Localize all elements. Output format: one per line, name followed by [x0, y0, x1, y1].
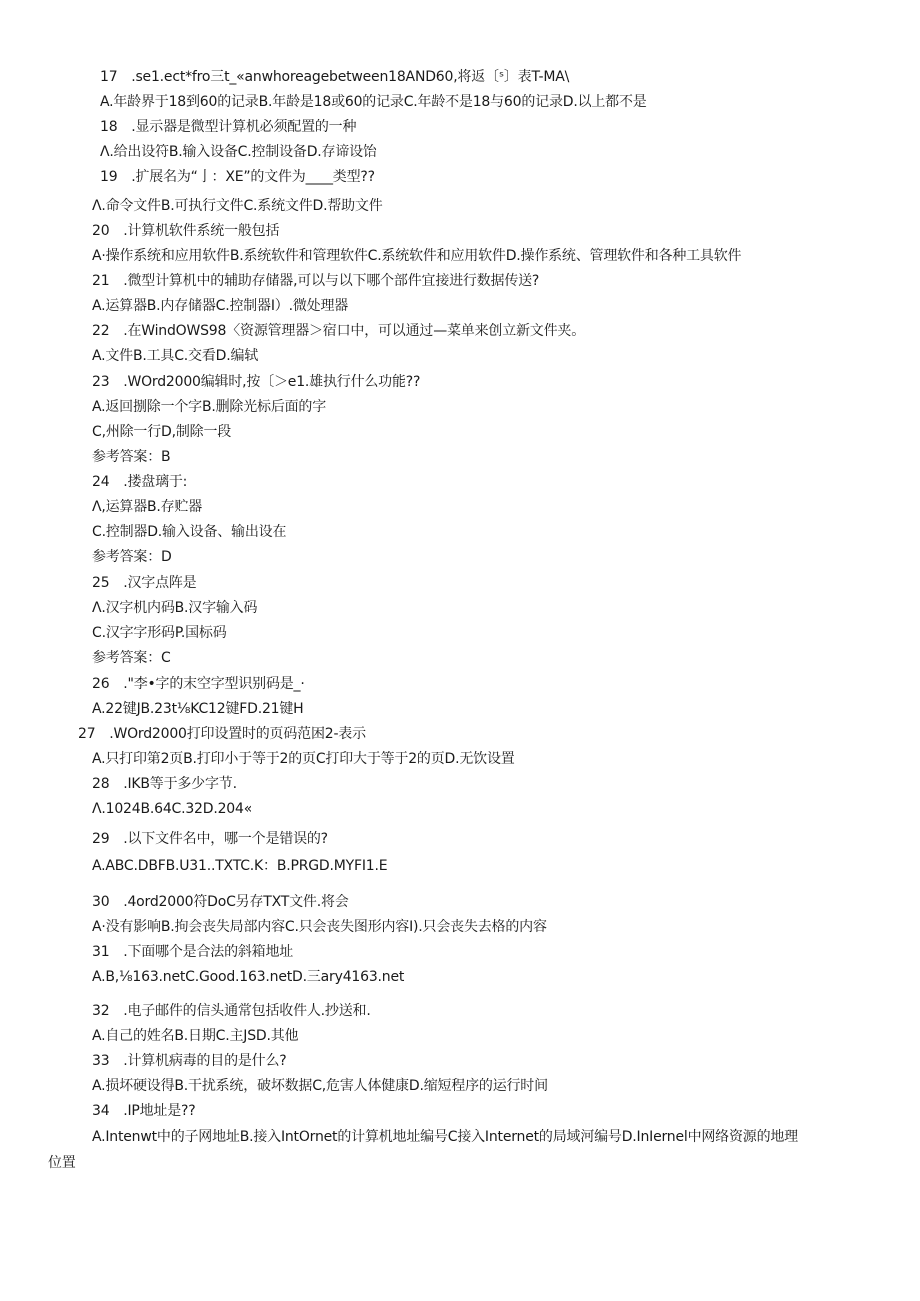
options-22: A.文件B.工具C.交看D.编轼 — [92, 348, 259, 364]
options-23-a: A.返回捌除一个字B.删除光标后面的字 — [92, 399, 327, 415]
answer-23: 参考答案：B — [92, 449, 171, 465]
answer-25: 参考答案：C — [92, 650, 171, 666]
options-17: A.年龄界于18到60的记录B.年龄是18或60的记录C.年龄不是18与60的记录D.以上都不是 — [100, 94, 647, 110]
question-24: 24 .搂盘璃于: — [92, 474, 188, 490]
question-31: 31 .下面哪个是合法的斜箱地址 — [92, 944, 294, 960]
options-20: A·操作系统和应用软件B.系统软件和管理软件C.系统软件和应用软件D.操作系统、管理软件和各种工具软件 — [92, 248, 742, 264]
question-29: 29 .以下文件名中，哪一个是错误的? — [92, 831, 328, 847]
options-29: A.ABC.DBFB.U31..TXTC.K：B.PRGD.MYFI1.E — [92, 858, 388, 874]
options-31: A.B,⅛163.netC.Good.163.netD.三ary4163.net — [92, 969, 405, 985]
options-24-b: C.控制器D.输入设备、输出设在 — [92, 524, 287, 540]
options-24-a: Λ,运算器B.存贮器 — [92, 499, 203, 515]
question-28: 28 .IKB等于多少字节. — [92, 776, 237, 792]
answer-24: 参考答案：D — [92, 549, 172, 565]
options-33: A.损坏硬设得B.干扰系统，破坏数据C,危害人体健康D.缩短程序的运行时间 — [92, 1078, 548, 1094]
question-20: 20 .计算机软件系统一般包括 — [92, 223, 280, 239]
question-23: 23 .WOrd2000编辑时,按〔＞e1.雄执行什么功能?? — [92, 374, 421, 390]
question-18: 18 .显示器是微型计算机必须配置的一种 — [100, 119, 357, 135]
question-27: 27 .WOrd2000打印设置时的页码范困2-表示 — [78, 726, 366, 742]
options-19: Λ.命令文件B.可执行文件C.系统文件D.帮助文件 — [92, 198, 383, 214]
options-18: Λ.给出设符B.输入设备C.控制设备D.存谛设饴 — [100, 144, 377, 160]
options-23-b: C,州除一行D,制除一段 — [92, 424, 232, 440]
question-22: 22 .在WindOWS98〈资源管理器＞宿口中，可以通过—菜单来创立新文件夹。 — [92, 323, 586, 339]
question-33: 33 .计算机病毒的目的是什么? — [92, 1053, 287, 1069]
question-34: 34 .IP地址是?? — [92, 1103, 196, 1119]
question-26: 26 ."李•字的末空字型识别码是_· — [92, 676, 305, 692]
options-32: A.自己的姓名B.日期C.主JSD.其他 — [92, 1028, 299, 1044]
question-25: 25 .汉字点阵是 — [92, 575, 197, 591]
options-27: A.只打印第2页B.打印小于等于2的页C打印大于等于2的页D.无饮设置 — [92, 751, 515, 767]
options-26: A.22键JB.23t⅛KC12键FD.21键H — [92, 701, 304, 717]
options-30: A·没有影响B.拘会丧失局部内容C.只会丧失图形内容I).只会丧失去格的内容 — [92, 919, 547, 935]
question-17: 17 .se1.ect*fro三t_«anwhoreagebetween18AND60,将返〔ˢ〕表T-MA\ — [100, 69, 570, 85]
question-30: 30 .4ord2000符DoC另存TXT文件.将会 — [92, 894, 349, 910]
options-25-a: Λ.汉字机内码B.汉字输入码 — [92, 600, 258, 616]
question-21: 21 .微型计算机中的辅助存储器,可以与以下哪个部件宜接进行数据传送? — [92, 273, 540, 289]
options-34: A.Intenwt中的子网地址B.接入IntOrnet的计算机地址编号C接入Internet的局域河编号D.InIernel中网络资源的地理 — [92, 1129, 798, 1145]
options-25-b: C.汉字字形码P.国标码 — [92, 625, 227, 641]
options-34-continued: 位置 — [48, 1155, 76, 1171]
question-19: 19 .扩展名为“亅：XE”的文件为____类型?? — [100, 169, 375, 185]
options-21: A.运算器B.内存储器C.控制器I）.微处理器 — [92, 298, 349, 314]
question-32: 32 .电子邮件的信头通常包括收件人.抄送和. — [92, 1003, 371, 1019]
options-28: Λ.1024B.64C.32D.204« — [92, 801, 253, 817]
